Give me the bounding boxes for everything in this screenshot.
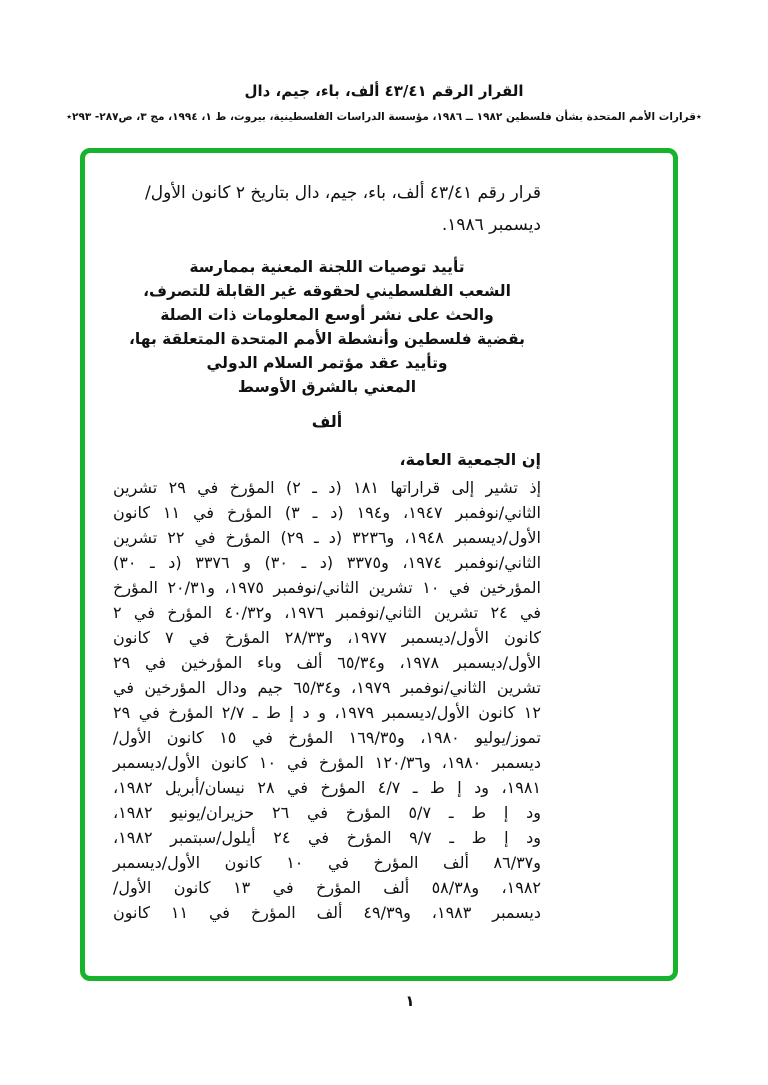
page-title: القرار الرقم ٤٣/٤١ ألف، باء، جيم، دال (244, 82, 524, 100)
text-line: قرار رقم ٤٣/٤١ ألف، باء، جيم، دال بتاريخ ٢ كانون الأول/ (145, 183, 541, 203)
text-line: الثاني/نوفمبر ١٩٤٧، و١٩٤ (د ـ ٣) المؤرخ في ١١ كانون (113, 503, 542, 522)
text-line: في ٢٤ تشرين الثاني/نوفمبر ١٩٧٦، و٤٠/٣٢ المؤرخ في ٢ (113, 603, 542, 622)
text-line: والحث على نشر أوسع المعلومات ذات الصلة (160, 306, 494, 324)
text-line: بقضية فلسطين وأنشطة الأمم المتحدة المتعلقة بها، (129, 330, 525, 348)
text-line: و٨٦/٣٧ ألف المؤرخ في ١٠ كانون الأول/ديسمبر (113, 853, 541, 872)
text-line: ١٢ كانون الأول/ديسمبر ١٩٧٩، و د إ ط ـ ٢/٧ المؤرخ في ٢٩ (113, 703, 541, 722)
text-line: تأييد توصيات اللجنة المعنية بممارسة (189, 258, 465, 276)
text-line: ١٩٨١، ود إ ط ـ ٤/٧ المؤرخ في ٢٨ نيسان/أبريل ١٩٨٢، (113, 778, 541, 797)
resolution-content (113, 177, 541, 925)
opening-line: إن الجمعية العامة، (399, 450, 541, 469)
text-line: الثاني/نوفمبر ١٩٧٤، و٣٣٧٥ (د ـ ٣٠) و ٣٣٧٦ (د ـ ٣٠) (113, 553, 542, 572)
text-line: تشرين الثاني/نوفمبر ١٩٧٩، و٦٥/٣٤ جيم ودال المؤرخين في (113, 678, 542, 697)
text-line: الشعب الفلسطيني لحقوقه غير القابلة للتصرف، (143, 282, 511, 300)
page-number: ١ (405, 992, 415, 1010)
resolution-heading (113, 255, 541, 399)
text-line: ود إ ط ـ ٥/٧ المؤرخ في ٢٦ حزيران/يونيو ١٩٨٢، (113, 803, 541, 822)
text-line: إذ تشير إلى قراراتها ١٨١ (د ـ ٢) المؤرخ في ٢٩ تشرين (113, 478, 542, 497)
source-citation: ٭قرارات الأمم المتحدة بشأن فلسطين ١٩٨٢ ــ ١٩٨٦، مؤسسة الدراسات الفلسطينية، بيروت، ط ١، ١٩٩٤، مج ٣، ص٢٨٧- ٢٩٣٭ (66, 111, 702, 123)
resolution-intro (113, 177, 541, 241)
text-line: ١٩٨٢، و٥٨/٣٨ ألف المؤرخ في ١٣ كانون الأول/ (113, 878, 541, 897)
text-line: ديسمبر ١٩٨٦. (441, 215, 541, 235)
text-line: المؤرخين في ١٠ تشرين الثاني/نوفمبر ١٩٧٥، و٢٠/٣١ المؤرخ (113, 578, 542, 597)
text-line: وتأييد عقد مؤتمر السلام الدولي (206, 354, 448, 372)
text-line: ود إ ط ـ ٩/٧ المؤرخ في ٢٤ أيلول/سبتمبر ١٩٨٢، (113, 828, 541, 847)
text-line: تموز/يوليو ١٩٨٠، و١٦٩/٣٥ المؤرخ في ١٥ كانون الأول/ (113, 728, 541, 747)
resolution-body (113, 475, 541, 925)
text-line: الأول/ديسمبر ١٩٤٨، و٣٢٣٦ (د ـ ٢٩) المؤرخ في ٢٢ تشرين (113, 528, 541, 547)
text-line: كانون الأول/ديسمبر ١٩٧٧، و٢٨/٣٣ المؤرخ في ٧ كانون (113, 628, 541, 647)
text-line: الأول/ديسمبر ١٩٧٨، و٦٥/٣٤ ألف وباء المؤرخين في ٢٩ (113, 653, 541, 672)
text-line: المعني بالشرق الأوسط (237, 378, 417, 396)
text-line: ديسمبر ١٩٨٣، و٤٩/٣٩ ألف المؤرخ في ١١ كانون (113, 903, 541, 922)
section-label-alif: ألف (311, 412, 343, 431)
text-line: ديسمبر ١٩٨٠، و١٢٠/٣٦ المؤرخ في ١٠ كانون الأول/ديسمبر (113, 753, 541, 772)
resolution-box (80, 148, 678, 981)
